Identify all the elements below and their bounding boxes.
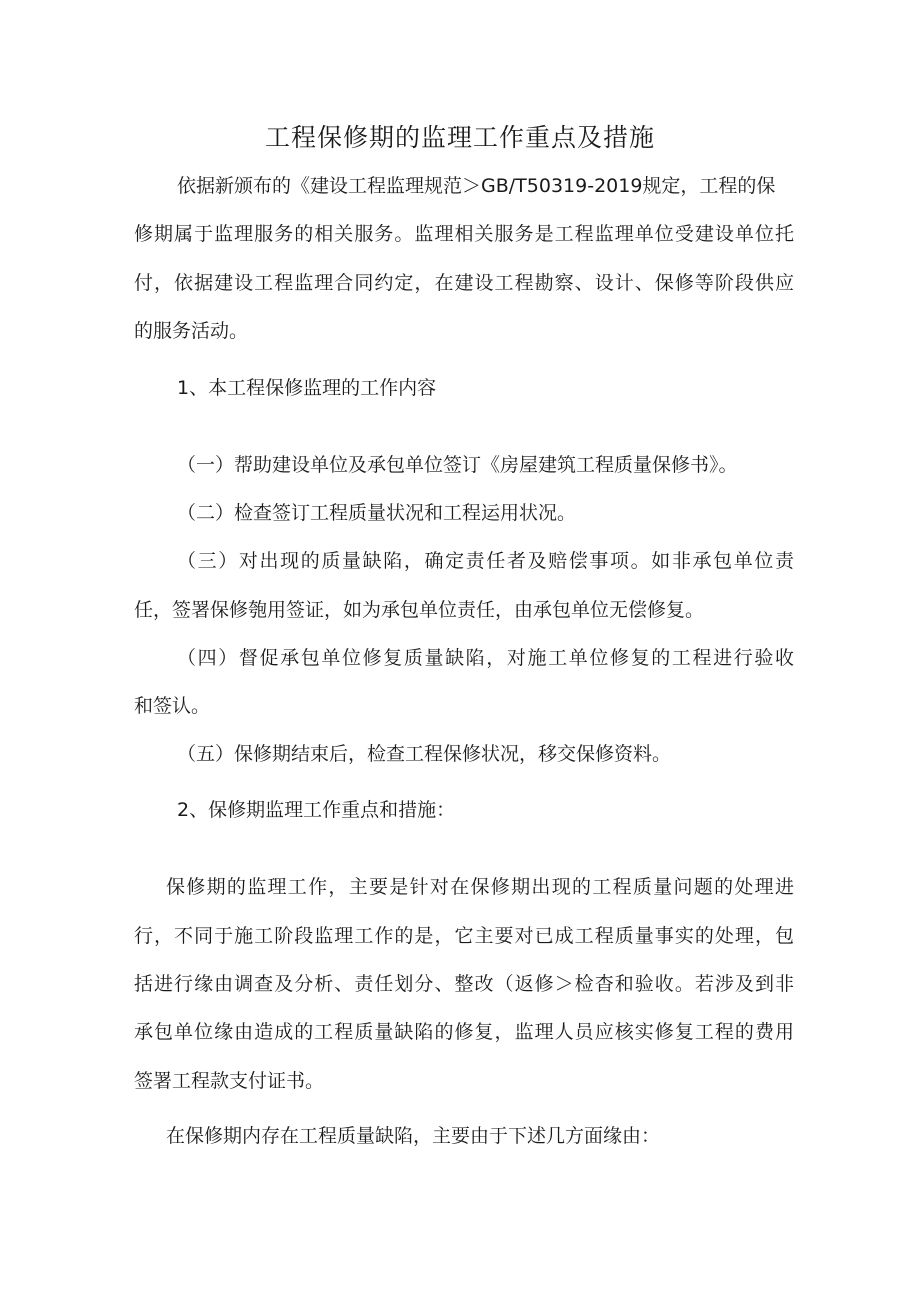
section-heading: 1、本工程保修监理的工作内容 bbox=[177, 377, 437, 399]
list-item: （一）帮助建设单位及承包单位签订《房屋建筑工程质量保修书》。 bbox=[177, 454, 738, 476]
list-item-continuation: 任，签署保修匏用签证，如为承包单位责任，由承包单位无偿修复。 bbox=[134, 599, 705, 621]
paragraph-line: 保修期的监理工作，主要是针对在保修期出现的工程质量问题的处理进 bbox=[166, 876, 794, 898]
list-item: （二）检查签订工程质量状况和工程运用状况。 bbox=[177, 502, 577, 524]
paragraph-line: 签署工程款支付证书。 bbox=[134, 1070, 325, 1092]
section-heading: 2、保修期监理工作重点和措施： bbox=[177, 799, 456, 821]
paragraph-line: 修期属于监理服务的相关服务。监理相关服务是工程监理单位受建设单位托 bbox=[134, 223, 794, 245]
list-item: （三）对出现的质量缺陷，确定责任者及赔偿事项。如非承包单位责 bbox=[177, 550, 794, 572]
list-item-continuation: 和签认。 bbox=[134, 695, 211, 717]
paragraph-line: 在保修期内存在工程质量缺陷，主要由于下述几方面缘由： bbox=[166, 1125, 661, 1147]
list-item: （四）督促承包单位修复质量缺陷，对施工单位修复的工程进行验收 bbox=[177, 647, 794, 669]
document-title: 工程保修期的监理工作重点及措施 bbox=[264, 123, 655, 152]
paragraph-line: 付，依据建设工程监理合同约定，在建设工程勘察、设计、保修等阶段供应 bbox=[134, 272, 794, 294]
paragraph-line: 承包单位缘由造成的工程质量缺陷的修复，监理人员应核实修复工程的费用 bbox=[134, 1021, 794, 1043]
paragraph-line: 行，不同于施工阶段监理工作的是，它主要对已成工程质量事实的处理，包 bbox=[134, 925, 794, 947]
paragraph-line: 括进行缘由调查及分析、责任划分、整改（返修＞检杳和验收。若涉及到非 bbox=[134, 973, 794, 995]
list-item: （五）保修期结束后，检查工程保修状况，移交保修资料。 bbox=[177, 743, 672, 765]
paragraph-line: 依据新颁布的《建设工程监理规范＞GB/T50319-2019规定，工程的保 bbox=[177, 175, 776, 197]
paragraph-line: 的服务活动。 bbox=[134, 320, 249, 342]
